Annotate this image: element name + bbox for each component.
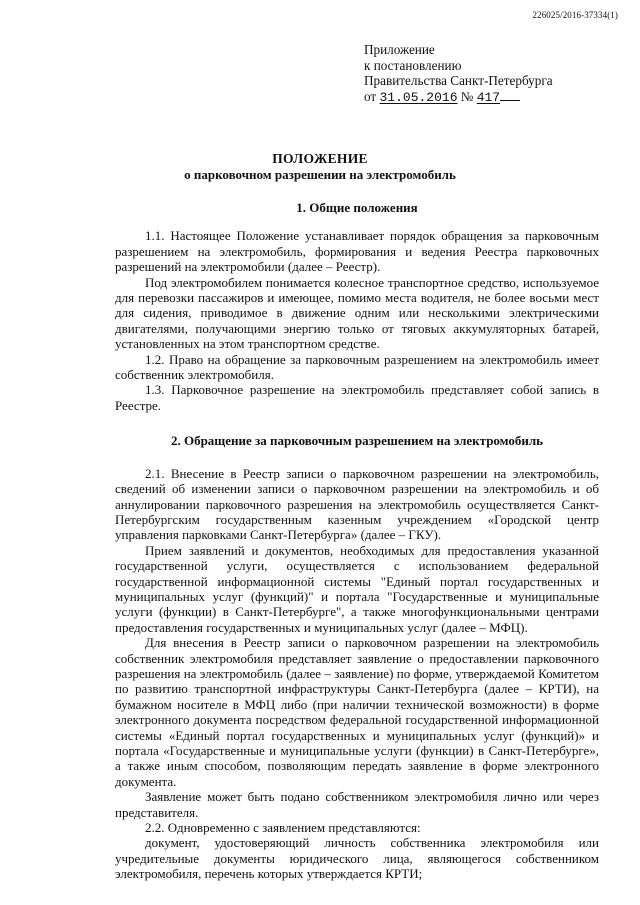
document-number: 226025/2016-37334(1) (532, 10, 618, 20)
document-body (115, 200, 599, 882)
resolution-date: 31.05.2016 (379, 89, 458, 105)
appendix-line-1: Приложение (364, 42, 435, 57)
appendix-block (364, 42, 553, 105)
section-1-heading: 1. Общие положения (296, 200, 418, 215)
section-2-heading: 2. Обращение за парковочным разрешением на электромобиль (170, 433, 544, 449)
paragraph-1-3: 1.3. Парковочное разрешение на электромобиль представляет собой запись в Реестре. (115, 382, 599, 413)
document-subtitle: о парковочном разрешении на электромобиль (184, 167, 456, 182)
paragraph-2-2: 2.2. Одновременно с заявлением представляются: (145, 820, 421, 836)
paragraph-representative: Заявление может быть подано собственником электромобиля лично или через представителя. (115, 789, 599, 820)
appendix-line-3: Правительства Санкт-Петербурга (364, 73, 553, 88)
paragraph-1-2: 1.2. Право на обращение за парковочным разрешением на электромобиль имеет собственник электромобиля. (115, 351, 599, 383)
date-prefix: от (364, 88, 377, 104)
paragraph-1-1: 1.1. Настоящее Положение устанавливает порядок обращения за парковочным разрешением на электромобиль, формирования и ведения Реестра парковочных разрешений на электромобили (далее – Реестр). (115, 228, 599, 275)
resolution-number: 417 (476, 89, 501, 105)
number-prefix: № (460, 88, 474, 104)
paragraph-applications: Прием заявлений и документов, необходимых для предоставления указанной государственной услуги, осуществляется с использованием федеральной государственной информационной системы "Единый портал государственных и муниципальных услуг (функций)" и портала "Государственные и муниципальные услуги (функции) в Санкт-Петербурге", а также многофункциональными центрами предоставления государственных и муниципальных услуг (далее – МФЦ). (115, 542, 599, 635)
paragraph-registry-entry: Для внесения в Реестр записи о парковочном разрешении на электромобиль собственник электромобиля представляет заявление о предоставлении парковочного разрешения на электромобиль (далее – заявление) по форме, утверждаемой Комитетом по развитию транспортной инфраструктуры Санкт-Петербурга (далее – КРТИ), на бумажном носителе в МФЦ либо (при наличии технической возможности) в форме электронного документа посредством федеральной государственной информационной системы «Единый портал государственных и муниципальных услуг (функций)» и портала «Государственные и муниципальные услуги (функции) в Санкт-Петербурге», а также иным способом, позволяющим передать заявление в форме электронного документа. (115, 635, 599, 789)
title-block (0, 151, 640, 183)
document-title: ПОЛОЖЕНИЕ (272, 151, 368, 166)
paragraph-electromobile-definition: Под электромобилем понимается колесное транспортное средство, используемое для перевозки пассажиров и имеющее, помимо места водителя, не более восьми мест для сидения, приводимое в движение одним или несколькими электрическими двигателями, получающими энергию только от тяговых аккумуляторных батарей, установленных на этом транспортном средстве. (115, 274, 599, 352)
paragraph-2-1: 2.1. Внесение в Реестр записи о парковочном разрешении на электромобиль, сведений об изменении записи о парковочном разрешении на электромобиль и об аннулировании парковочного разрешения на электромобиль осуществляется Санкт-Петербургским государственным казенным учреждением «Городской центр управления парковками Санкт-Петербурга» (далее – ГКУ). (115, 465, 599, 543)
appendix-date-line (364, 89, 553, 106)
paragraph-identity-document: документ, удостоверяющий личность собственника электромобиля или учредительные документы юридического лица, являющегося собственником электромобиля, перечень которых утверждается КРТИ; (115, 835, 599, 882)
appendix-line-2: к постановлению (364, 57, 462, 73)
number-underline (500, 100, 520, 101)
